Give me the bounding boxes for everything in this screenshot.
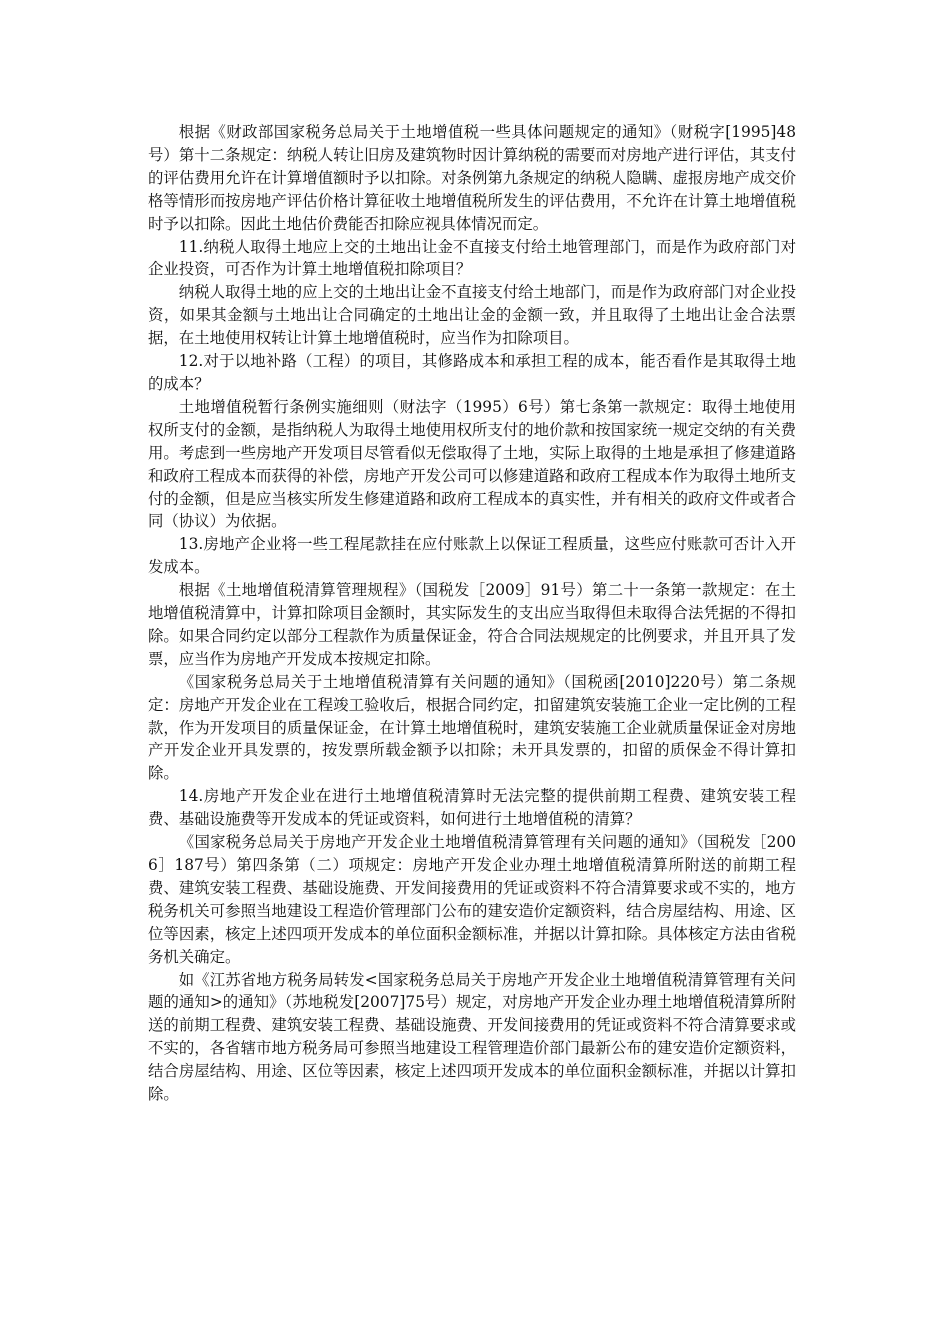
paragraph-appraisal-fee-deduction: 根据《财政部国家税务总局关于土地增值税一些具体问题规定的通知》（财税字[1995]48号）第十二条规定：纳税人转让旧房及建筑物时因计算纳税的需要而对房地产进行评估，其支付的评估费用允许在计算增值额时予以扣除。对条例第九条规定的纳税人隐瞒、虚报房地产成交价格等情形而按房地产评估价格计算征收土地增值税所发生的评估费用，不允许在计算土地增值税时予以扣除。因此土地估价费能否扣除应视具体情况而定。 xyxy=(148,123,796,233)
answer-13-part-1: 根据《土地增值税清算管理规程》（国税发［2009］91号）第二十一条第一款规定：在土地增值税清算中，计算扣除项目金额时，其实际发生的支出应当取得但未取得合法凭据的不得扣除。如果合同约定以部分工程款作为质量保证金，符合合同法规规定的比例要求，并且开具了发票，应当作为房地产开发成本按规定扣除。 xyxy=(148,581,796,668)
question-12: 12.对于以地补路（工程）的项目，其修路成本和承担工程的成本，能否看作是其取得土地的成本？ xyxy=(148,352,796,393)
answer-12: 土地增值税暂行条例实施细则（财法字（1995）6号）第七条第一款规定：取得土地使用权所支付的金额，是指纳税人为取得土地使用权所支付的地价款和按国家统一规定交纳的有关费用。考虑到一些房地产开发项目尽管看似无偿取得了土地，实际上取得的土地是承担了修建道路和政府工程成本而获得的补偿，房地产开发公司可以修建道路和政府工程成本作为取得土地所支付的金额，但是应当核实所发生修建道路和政府工程成本的真实性，并有相关的政府文件或者合同（协议）为依据。 xyxy=(148,397,796,531)
answer-14-part-2: 如《江苏省地方税务局转发<国家税务总局关于房地产开发企业土地增值税清算管理有关问题的通知>的通知》（苏地税发[2007]75号）规定，对房地产开发企业办理土地增值税清算所附送的前期工程费、建筑安装工程费、基础设施费、开发间接费用的凭证或资料不符合清算要求或不实的，各省辖市地方税务局可参照当地建设工程管理造价部门最新公布的建安造价定额资料， 结合房屋结构、用途、区位等因素，核定上述四项开发成本的单位面积金额标准，并据以计算扣除。 xyxy=(148,970,796,1104)
question-11: 11.纳税人取得土地应上交的土地出让金不直接支付给土地管理部门，而是作为政府部门对企业投资，可否作为计算土地增值税扣除项目？ xyxy=(148,237,796,279)
question-13: 13.房地产企业将一些工程尾款挂在应付账款上以保证工程质量，这些应付账款可否计入开发成本。 xyxy=(148,535,796,577)
document-body xyxy=(148,121,796,1106)
answer-11: 纳税人取得土地的应上交的土地出让金不直接支付给土地部门，而是作为政府部门对企业投资，如果其金额与土地出让合同确定的土地出让金的金额一致，并且取得了土地出让金合法票据，在土地使用权转让计算土地增值税时，应当作为扣除项目。 xyxy=(148,283,796,348)
answer-13-part-2: 《国家税务总局关于土地增值税清算有关问题的通知》（国税函[2010]220号）第二条规定：房地产开发企业在工程竣工验收后，根据合同约定，扣留建筑安装施工企业一定比例的工程款，作为开发项目的质量保证金，在计算土地增值税时，建筑安装施工企业就质量保证金对房地产开发企业开具发票的，按发票所载金额予以扣除；未开具发票的，扣留的质保金不得计算扣除。 xyxy=(148,672,796,783)
answer-14-part-1: 《国家税务总局关于房地产开发企业土地增值税清算管理有关问题的通知》（国税发［2006］187号）第四条第（二）项规定：房地产开发企业办理土地增值税清算所附送的前期工程费、建筑安装工程费、基础设施费、开发间接费用的凭证或资料不符合清算要求或不实的，地方税务机关可参照当地建设工程造价管理部门公布的建安造价定额资料，结合房屋结构、用途、区位等因素，核定上述四项开发成本的单位面积金额标准，并据以计算扣除。具体核定方法由省税务机关确定。 xyxy=(148,833,796,966)
question-14: 14.房地产开发企业在进行土地增值税清算时无法完整的提供前期工程费、建筑安装工程费、基础设施费等开发成本的凭证或资料，如何进行土地增值税的清算？ xyxy=(148,787,796,829)
